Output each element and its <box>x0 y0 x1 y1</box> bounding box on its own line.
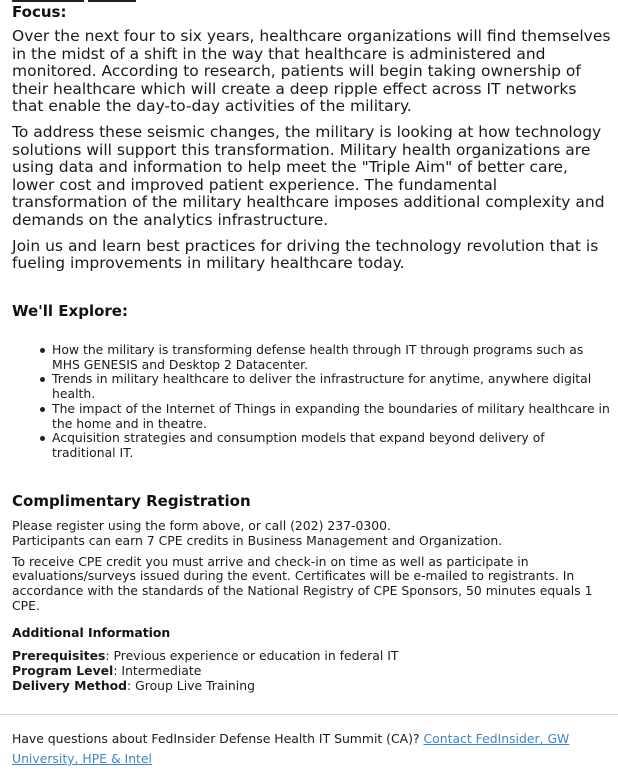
bullet-icon <box>40 377 45 382</box>
list-item-text: Acquisition strategies and consumption models that expand beyond delivery of traditional IT. <box>52 430 545 460</box>
list-item <box>52 372 612 401</box>
top-rule-segment <box>12 0 84 2</box>
explore-heading: We'll Explore: <box>12 302 128 320</box>
list-item-text: How the military is transforming defense health through IT through programs such as MHS GENESIS and Desktop 2 Datacenter. <box>52 342 584 372</box>
explore-list <box>12 343 612 461</box>
top-rule-segment <box>88 0 136 2</box>
prerequisites-value: : Previous experience or education in federal IT <box>105 648 399 663</box>
registration-line: Participants can earn 7 CPE credits in Business Management and Organization. <box>12 532 503 548</box>
cpe-paragraph: To receive CPE credit you must arrive and check-in on time as well as participate in evaluations/surveys issued during the event. Certificates will be e-mailed to registrants. In accordance with the standards of the National Registry of CPE Sponsors, 50 minutes equals 1 CPE. <box>12 553 593 613</box>
additional-info <box>12 648 398 693</box>
additional-info-heading: Additional Information <box>12 625 171 640</box>
registration-section <box>12 519 612 614</box>
bullet-icon <box>40 348 45 353</box>
list-item <box>52 402 612 431</box>
delivery-method-label: Delivery Method <box>12 678 128 693</box>
footer-divider <box>0 714 618 715</box>
footer <box>12 729 602 769</box>
prerequisites-label: Prerequisites <box>12 648 106 663</box>
list-item-text: Trends in military healthcare to deliver the infrastructure for anytime, anywhere digital health. <box>52 371 592 402</box>
focus-paragraph: Over the next four to six years, healthcare organizations will find themselves in the midst of a shift in the way that healthcare is administered and monitored. According to research, patients will begin taking ownership of their healthcare which will create a deep ripple effect across IT networks that enable the day-to-day activities of the military. <box>12 27 611 116</box>
list-item <box>52 343 612 372</box>
contact-link[interactable]: Contact FedInsider, GW University, HPE & Intel <box>12 731 570 766</box>
list-item <box>52 431 612 460</box>
prerequisites-row <box>12 648 398 663</box>
footer-text: Have questions about FedInsider Defense Health IT Summit (CA)? <box>12 731 424 746</box>
bullet-icon <box>40 436 45 441</box>
program-level-value: : Intermediate <box>113 663 202 678</box>
program-level-label: Program Level <box>12 663 114 678</box>
delivery-method-value: : Group Live Training <box>127 678 255 693</box>
registration-line: Please register using the form above, or call (202) 237-0300. <box>12 518 391 533</box>
focus-paragraph: To address these seismic changes, the military is looking at how technology solutions will support this transformation. Military health organizations are using data and information to help meet the "Triple Aim" of better care, lower cost and improved patient experience. The fundamental transformation of the military healthcare imposes additional complexity and demands on the analytics infrastructure. <box>12 122 605 229</box>
focus-paragraph: Join us and learn best practices for driving the technology revolution that is fueling improvements in military healthcare today. <box>12 236 599 273</box>
registration-heading: Complimentary Registration <box>12 492 251 510</box>
delivery-method-row <box>12 678 398 693</box>
bullet-icon <box>40 407 45 412</box>
top-rule <box>12 0 136 2</box>
list-item-text: The impact of the Internet of Things in expanding the boundaries of military healthcare in the home and in theatre. <box>52 400 610 431</box>
focus-heading: Focus: <box>12 3 67 21</box>
focus-section <box>12 28 612 273</box>
program-level-row <box>12 663 398 678</box>
